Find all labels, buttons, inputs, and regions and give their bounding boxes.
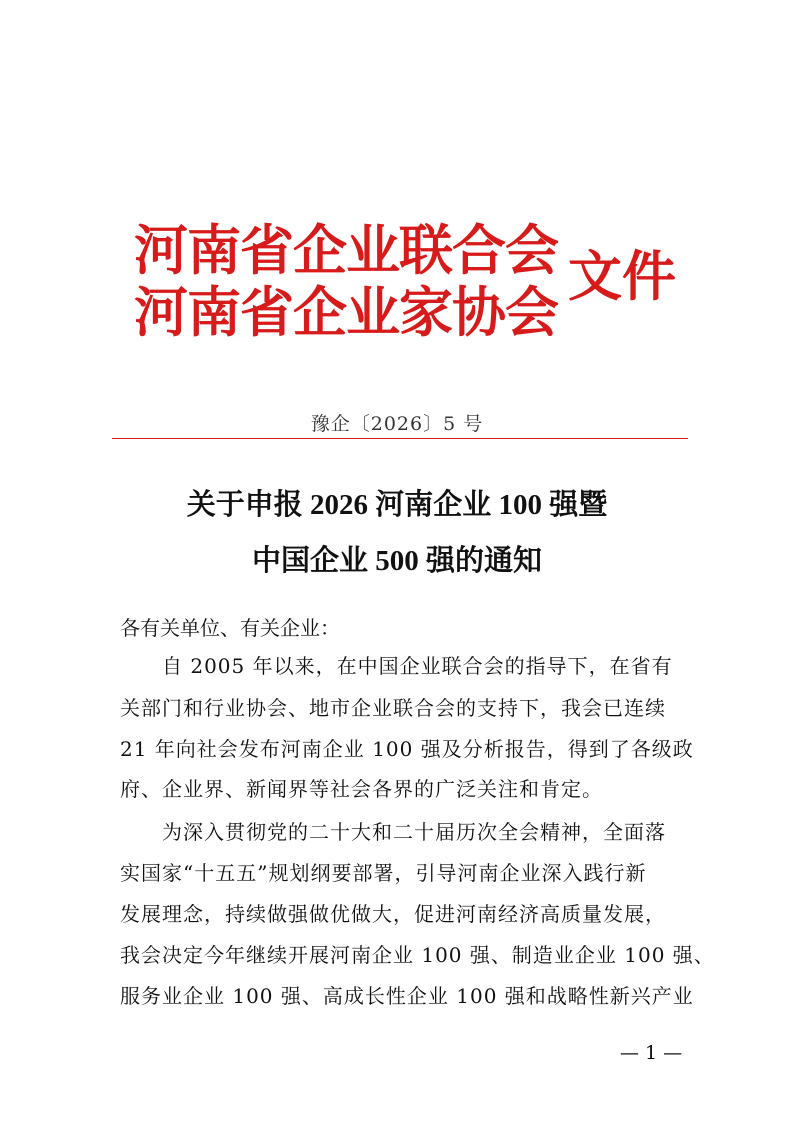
issuer-name-line-2: 河南省企业家协会: [134, 283, 558, 343]
body-line: 关部门和行业协会、地市企业联合会的支持下，我会已连续: [120, 696, 666, 720]
body-line: 服务业企业 100 强、高成长性企业 100 强和战略性新兴产业: [120, 984, 694, 1008]
salutation: 各有关单位、有关企业：: [120, 616, 340, 640]
notice-title-line-2: 中国企业 500 强的通知: [251, 545, 542, 577]
body-line: 府、企业界、新闻界等社会各界的广泛关注和肯定。: [120, 777, 603, 801]
body-line: 21 年向社会发布河南企业 100 强及分析报告，得到了各级政: [120, 737, 694, 761]
body-line: 为深入贯彻党的二十大和二十届历次全会精神，全面落: [162, 820, 666, 844]
body-line: 我会决定今年继续开展河南企业 100 强、制造业企业 100 强、: [120, 943, 715, 967]
body-line: 自 2005 年以来，在中国企业联合会的指导下，在省有: [162, 654, 673, 678]
issuer-name-line-1: 河南省企业联合会: [134, 221, 558, 281]
document-type-label: 文件: [568, 247, 676, 307]
red-divider-line: [112, 438, 688, 439]
body-line: 发展理念，持续做强做优做大，促进河南经济高质量发展，: [120, 902, 666, 926]
document-number: 豫企〔2026〕5 号: [310, 413, 484, 435]
body-line: 实国家“十五五”规划纲要部署，引导河南企业深入践行新: [120, 861, 647, 885]
issuer-header: [134, 222, 558, 342]
page-number: — 1 —: [620, 1042, 683, 1064]
notice-title-line-1: 关于申报 2026 河南企业 100 强暨: [186, 489, 608, 521]
